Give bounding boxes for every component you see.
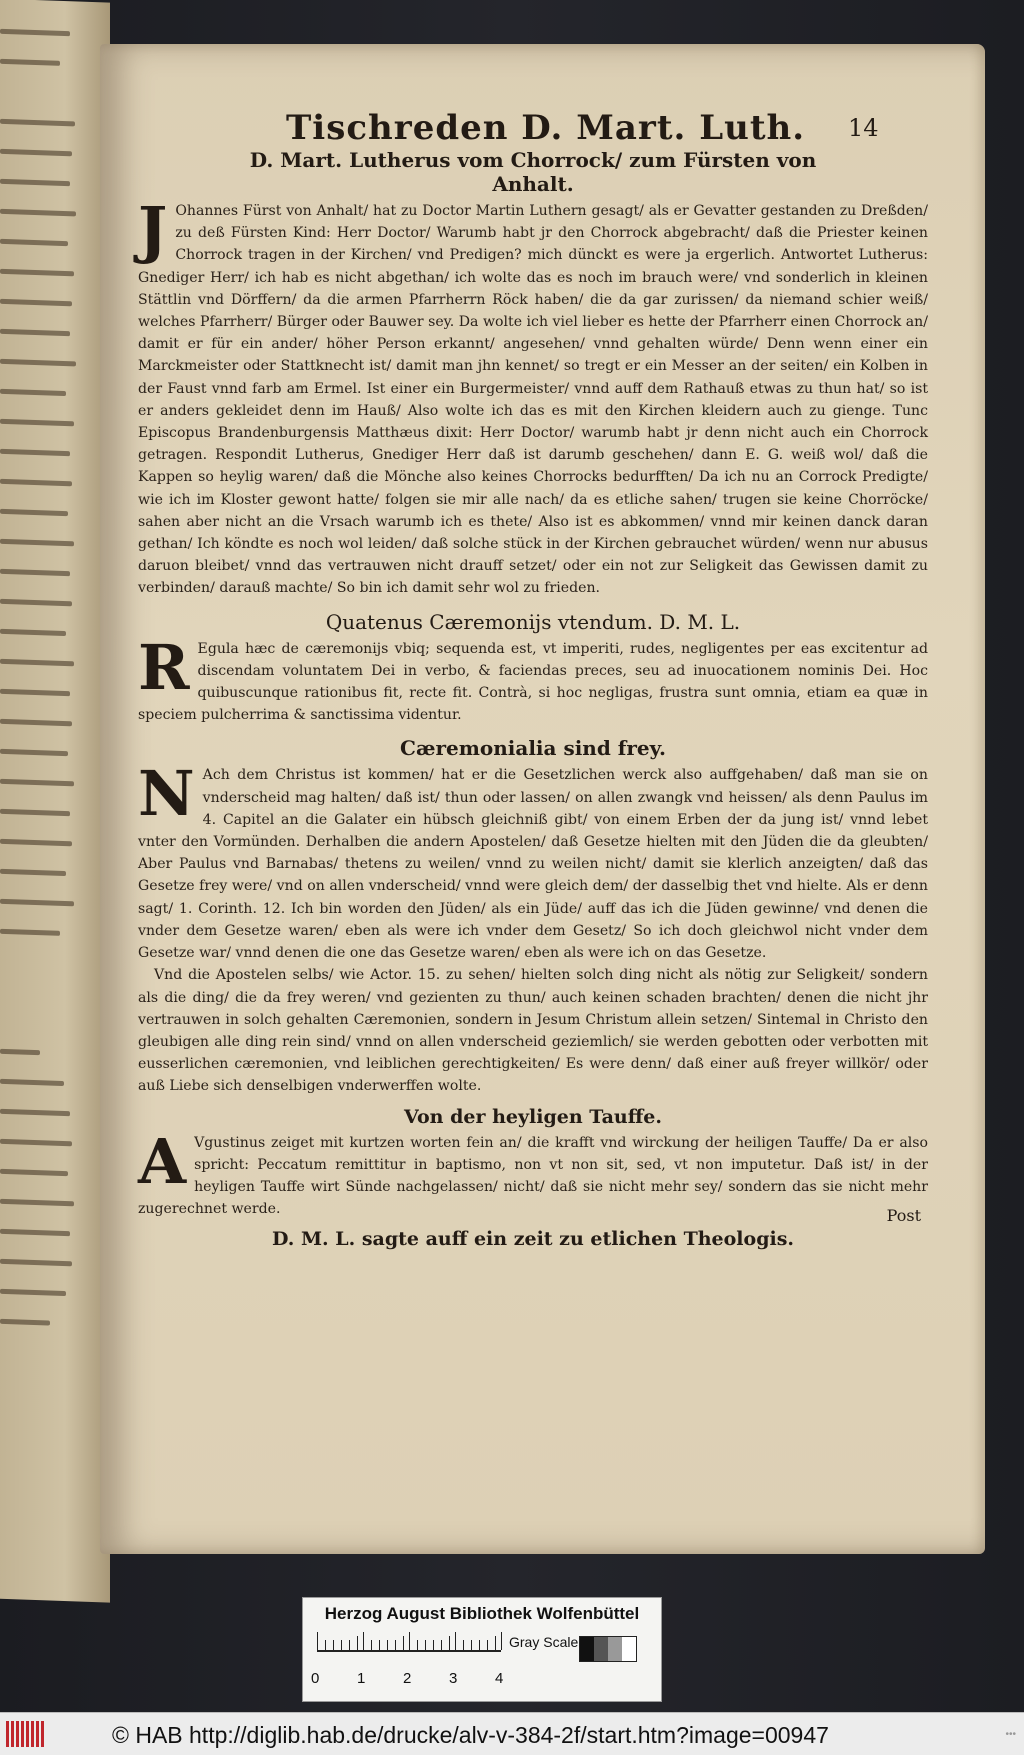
- gray-scale-swatch: [579, 1636, 637, 1662]
- tick-label: 1: [357, 1670, 366, 1687]
- drop-cap: N: [138, 757, 195, 831]
- facing-page-fragment: [0, 0, 110, 1603]
- tick-label: 0: [311, 1670, 320, 1687]
- catchword: Post: [886, 1206, 921, 1225]
- hab-logo-icon: [6, 1721, 46, 1747]
- section-heading: Quatenus Cæremonijs vtendum. D. M. L.: [325, 609, 741, 634]
- footer-dots: •••: [1005, 1729, 1016, 1740]
- footer-bar: [0, 1712, 1024, 1755]
- section-heading: D. Mart. Lutherus vom Chorrock/ zum Fürsten von Anhalt.: [249, 148, 817, 196]
- page-body: [138, 148, 928, 1250]
- section-paragraph: [138, 193, 928, 600]
- section-paragraph: [138, 630, 928, 727]
- paragraph-text: Vgustinus zeiget mit kurtzen worten fein an/ die krafft vnd wirckung der heiligen Tauffe/ Da er also spricht: Peccatum remittitur in baptismo, non vt non sit, sed, vt non imputetur. Daß ist/ in der heyligen Tauffe wirt Sünde nachgelassen/ nicht/ daß sie nicht mehr sey/ sondern das sie nicht mehr zugerechnet werde.: [138, 1134, 928, 1218]
- paragraph-text: Egula hæc de cæremonijs vbiq; sequenda est, vt imperiti, rudes, negligentes per eas excitentur ad discendam voluntatem Dei in verbo, & faciendas preces, seu ad inuocationem nominis Dei. Hoc quibuscunque rationibus fit, recte fit. Contrà, si hoc negligas, frustra sunt omnia, etiam ea quæ in speciem pulcherrima & sanctissima videntur.: [138, 640, 928, 724]
- section-heading: Von der heyligen Tauffe.: [403, 1105, 663, 1128]
- drop-cap: R: [138, 630, 190, 704]
- tick-label: 2: [403, 1670, 412, 1687]
- tick-label: 4: [495, 1670, 504, 1687]
- book-page: [100, 44, 985, 1554]
- section-paragraph: [138, 1124, 928, 1221]
- section-paragraph: Vnd die Apostelen selbs/ wie Actor. 15. zu sehen/ hielten solch ding nicht als nötig zur Seligkeit/ sondern als die ding/ die da frey weren/ vnd gezienten zu thun/ auch keinen schaden brachten/ denen die nicht jhr vertrauwen in solch gehalten Cæremonien, sondern in Jesum Christum allein setzen/ Sintemal in Christo den gleubigen alle ding rein sind/ vnnd on allen vnderscheid geziemlich/ sie werden gebotten oder verbotten mit eusserlichen cæremonien, vnd leiblichen gerechtigkeiten/ Es were denn/ daß einer auß freyer willkör/ oder auß Liebe sich denselbigen vnderwerffen wolte.: [138, 967, 928, 1095]
- running-head: Tischreden D. Mart. Luth.: [286, 108, 806, 148]
- footer-url[interactable]: © HAB http://diglib.hab.de/drucke/alv-v-384-2f/start.htm?image=00947: [112, 1722, 829, 1748]
- section-heading: D. M. L. sagte auff ein zeit zu etlichen Theologis.: [271, 1228, 795, 1251]
- tick-label: 3: [449, 1670, 458, 1687]
- scale-ruler: [317, 1632, 501, 1652]
- paragraph-text: Ohannes Fürst von Anhalt/ hat zu Doctor Martin Luthern gesagt/ als er Gevatter gestanden zu Dreßden/ zu deß Fürsten Kind: Herr Doctor/ Warumb habt jr den Chorrock abgebracht/ daß die Priester keinen Chorrock tragen in der Kirchen/ vnd Predigen? mich dünckt es were ja ergerlich. Antwortet Lutherus: Gnediger Herr/ ich hab es nicht abgethan/ ich wolte das es noch im brauch were/ vnd sonderlich in kleinen Stättlin vnd Dörffern/ da die armen Pfarrherrn Röck haben/ die da gar zurissen/ da niemand schier weiß/ welches Pfarrherr/ Bürger oder Bauwer sey. Da wolte ich viel lieber es hette der Pfarrherr einen Chorrock an/ damit er für ein ander/ höher Person erkannt/ angesehen/ vnnd gehalten würde/ Denn wenn einer ein Marckmeister oder Stattknecht ist/ damit man jhn kennet/ so tregt er ein Messer an der seiten/ ein Kolben in der Faust vnnd farb am Ermel. Ist einer ein Burgermeister/ vnnd auff dem Rathauß etwas zu thun hat/ so ist er anders gekleidet denn im Hauß/ Also wolte ich das es mit den Kirchen kleidern auch zu gienge. Tunc Episcopus Brandenburgensis Matthæus dixit: Herr Doctor/ warumb habt jr denn nicht auch ein Chorrock getragen. Respondit Lutherus, Gnediger Herr daß ist darumb geschehen/ dann E. G. weiß wol/ daß die Kappen so heylig waren/ daß die Mönche also keines Chorrocks bedurfften/ Da ich nu an Corrock Predigte/ wie ich im Kloster gewont hatte/ folgen sie mir alle nach/ da es etliche sahen/ trugen sie keine Chorröcke/ sahen aber nicht an die Vrsach warumb ich es thete/ Also ist es abkommen/ vnnd mir keinen danck daran gethan/ Ich köndte es noch wol leiden/ daß solche stück in der Kirchen gebrauchet würden/ wenn nur abusus daruon bleibet/ vnnd das vertrauwen nicht drauff setzet/ oder ein not zur Seligkeit das Gewissen damit zu verbinden/ darauß machte/ So bin ich damit sehr wol zu frieden.: [138, 203, 928, 597]
- page-number: 14: [848, 114, 879, 142]
- color-target: [302, 1597, 662, 1702]
- drop-cap: A: [138, 1124, 187, 1198]
- gray-scale-label: Gray Scale: [509, 1634, 579, 1650]
- drop-cap: J: [138, 193, 168, 266]
- section-paragraph: [138, 757, 928, 964]
- section-heading: Cæremonialia sind frey.: [400, 736, 666, 761]
- library-name: Herzog August Bibliothek Wolfenbüttel: [324, 1604, 640, 1623]
- paragraph-text: Ach dem Christus ist kommen/ hat er die Gesetzlichen werck also auffgehaben/ daß man sie on vnderscheid mag halten/ daß ist/ thun oder lassen/ on allen zwangk vnd heissen/ als denn Paulus im 4. Capitel an die Galater ein hübsch gleichniß gibt/ von einem Erben der da jung ist/ vnnd lebet vnter den Vormünden. Derhalben die andern Apostelen/ daß Gesetze hielten mit den Jüden die da gleubten/ Aber Paulus vnd Barnabas/ thetens zu weilen/ vnnd zu weilen nicht/ damit sie klerlich anzeigten/ daß das Gesetze frey were/ vnd on allen vnderscheid/ vnnd were gleich dem/ der dasselbig thet vnd hielte. Als er denn sagt/ 1. Corinth. 12. Ich bin worden den Jüden/ als ein Jüde/ auff das ich die Jüden gewinne/ vnd denen die vnder dem Gesetze waren/ eben als were ich vnder dem Gesetz/ So ich doch gleichwol nicht vnder dem Gesetze war/ vnnd denen die one das Gesetze waren/ eben als were ich on das Gesetze.: [138, 767, 928, 962]
